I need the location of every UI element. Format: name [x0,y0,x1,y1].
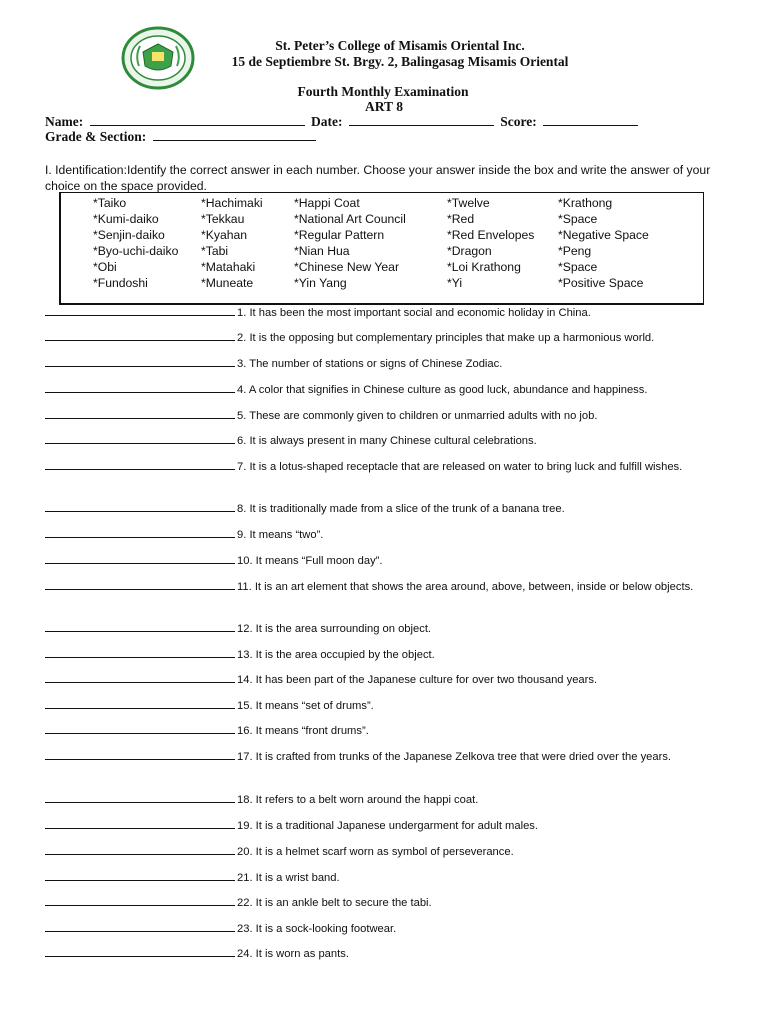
question-text: 5. These are commonly given to children or unmarried adults with no job. [237,410,598,422]
answer-choice: *Yi [447,276,463,290]
grade-section-blank[interactable] [153,129,316,141]
question-item [45,527,735,544]
question-text: 10. It means “Full moon day”. [237,555,383,567]
answer-choice: *Peng [558,244,592,258]
exam-subject: ART 8 [365,99,403,114]
answer-choice: *Kyahan [201,228,248,242]
answer-blank[interactable] [45,622,235,632]
question-text: 20. It is a helmet scarf worn as symbol of perseverance. [237,846,514,858]
answer-choice: *Chinese New Year [294,260,400,274]
answer-choice: *Regular Pattern [294,228,385,242]
answer-blank[interactable] [45,580,235,590]
question-text: 17. It is crafted from trunks of the Japanese Zelkova tree that were dried over the years. [237,751,672,763]
question-item [45,647,735,664]
answer-blank[interactable] [45,460,235,470]
question-text: 16. It means “front drums”. [237,725,369,737]
question-text: 8. It is traditionally made from a slice of the trunk of a banana tree. [237,503,565,515]
answer-blank[interactable] [45,793,235,803]
question-item [45,895,735,912]
answer-blank[interactable] [45,409,235,419]
answer-blank[interactable] [45,331,235,341]
question-item [45,356,735,373]
name-label: Name: [45,114,84,129]
question-text: 22. It is an ankle belt to secure the tabi. [237,897,432,909]
question-text: 1. It has been the most important social and economic holiday in China. [237,307,591,319]
answer-blank[interactable] [45,357,235,367]
answer-choice: *Red [447,212,475,226]
answer-blank[interactable] [45,724,235,734]
exam-title: Fourth Monthly Examination [297,84,469,99]
school-header [190,38,610,70]
score-label: Score: [500,114,537,129]
answer-choice: *Nian Hua [294,244,350,258]
answer-choice: *Senjin-daiko [93,228,165,242]
question-text: 3. The number of stations or signs of Chinese Zodiac. [237,358,503,370]
question-item [45,501,735,518]
question-text: 4. A color that signifies in Chinese culture as good luck, abundance and happiness. [237,384,648,396]
question-item [45,749,735,766]
question-text: 2. It is the opposing but complementary principles that make up a harmonious world. [237,332,655,344]
answer-choice: *Negative Space [558,228,649,242]
answer-choice: *Muneate [201,276,254,290]
question-item [45,946,735,963]
answer-blank[interactable] [45,673,235,683]
question-item [45,382,735,399]
question-item [45,672,735,689]
answer-blank[interactable] [45,896,235,906]
question-item [45,459,735,476]
answer-blank[interactable] [45,845,235,855]
question-item [45,792,735,809]
answer-choice: *Matahaki [201,260,256,274]
answer-choice: *Positive Space [558,276,644,290]
answer-blank[interactable] [45,699,235,709]
answer-blank[interactable] [45,502,235,512]
school-address: 15 de Septiembre St. Brgy. 2, Balingasag Misamis Oriental [231,54,569,69]
answer-choice: *Tabi [201,244,229,258]
answer-choice: *Krathong [558,196,613,210]
question-text: 21. It is a wrist band. [237,872,340,884]
question-item [45,921,735,938]
question-text: 11. It is an art element that shows the area around, above, between, inside or below objects. [237,581,694,593]
answer-choice-box [59,192,704,305]
question-item [45,621,735,638]
school-name: St. Peter’s College of Misamis Oriental Inc. [275,38,525,53]
answer-choice: *Loi Krathong [447,260,521,274]
answer-choice: *Twelve [447,196,490,210]
answer-choice: *Red Envelopes [447,228,535,242]
question-item [45,844,735,861]
grade-section-row [45,129,319,145]
answer-choice: *Hachimaki [201,196,263,210]
question-text: 12. It is the area surrounding on object. [237,623,432,635]
answer-blank[interactable] [45,306,235,316]
answer-choice: *Kumi-daiko [93,212,159,226]
answer-blank[interactable] [45,383,235,393]
part-label: I. Identification: [45,163,127,177]
question-item [45,408,735,425]
school-seal-logo [121,26,195,90]
question-item [45,553,735,570]
question-item [45,330,735,347]
answer-choice: *Obi [93,260,117,274]
score-blank[interactable] [543,114,638,126]
question-item [45,870,735,887]
question-text: 24. It is worn as pants. [237,948,349,960]
date-label: Date: [310,114,343,129]
question-text: 18. It refers to a belt worn around the happi coat. [237,794,479,806]
question-item [45,305,735,322]
answer-choice: *Space [558,212,598,226]
instructions-text: Identify the correct answer in each number. Choose your answer inside the box and write the answer of your choice on the space provided. [45,163,711,193]
answer-blank[interactable] [45,922,235,932]
answer-choice: *Happi Coat [294,196,360,210]
answer-blank[interactable] [45,819,235,829]
question-item [45,698,735,715]
grade-section-label: Grade & Section: [45,129,147,144]
question-text: 23. It is a sock-looking footwear. [237,923,397,935]
instructions [45,162,735,194]
answer-blank[interactable] [45,554,235,564]
question-item [45,723,735,740]
date-blank[interactable] [349,114,494,126]
question-text: 6. It is always present in many Chinese cultural celebrations. [237,435,537,447]
answer-choice: *Taiko [93,196,127,210]
answer-choice: *Space [558,260,598,274]
question-item [45,433,735,450]
question-text: 15. It means “set of drums”. [237,700,374,712]
name-blank[interactable] [90,114,305,126]
question-text: 9. It means “two”. [237,529,324,541]
answer-choice: *Yin Yang [294,276,347,290]
question-item [45,579,735,596]
answer-blank[interactable] [45,947,235,957]
exam-title-block [0,84,768,114]
question-item [45,818,735,835]
question-text: 13. It is the area occupied by the object. [237,649,435,661]
answer-choice: *National Art Council [294,212,406,226]
student-info-row [45,114,641,130]
answer-choice: *Tekkau [201,212,245,226]
answer-blank[interactable] [45,871,235,881]
answer-blank[interactable] [45,648,235,658]
question-text: 19. It is a traditional Japanese undergarment for adult males. [237,820,538,832]
answer-choice: *Fundoshi [93,276,148,290]
answer-blank[interactable] [45,434,235,444]
answer-choice: *Dragon [447,244,492,258]
answer-blank[interactable] [45,528,235,538]
question-text: 14. It has been part of the Japanese culture for over two thousand years. [237,674,598,686]
answer-choice: *Byo-uchi-daiko [93,244,179,258]
answer-blank[interactable] [45,750,235,760]
question-text: 7. It is a lotus-shaped receptacle that are released on water to bring luck and fulfill wishes. [237,461,683,473]
